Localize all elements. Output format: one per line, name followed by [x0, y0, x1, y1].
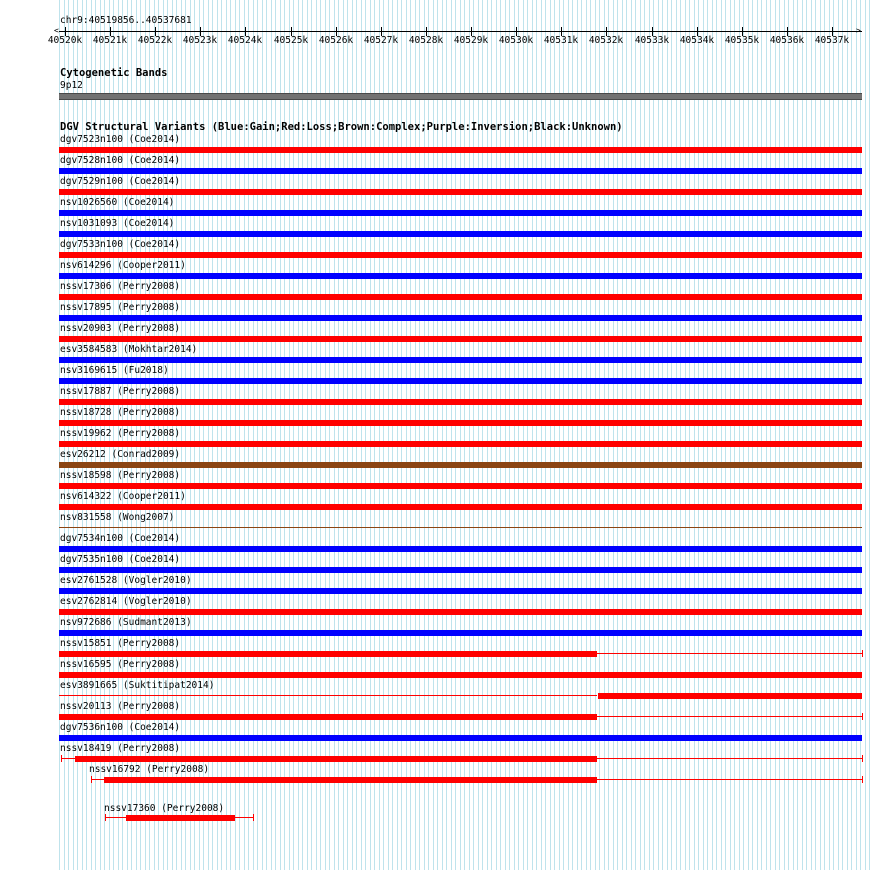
variant-label[interactable]: nsv1031093 (Coe2014) — [60, 218, 175, 229]
variant-label[interactable]: nsv614322 (Cooper2011) — [60, 491, 186, 502]
ruler-tick-label: 40531k — [543, 35, 579, 46]
variant-bar[interactable] — [598, 693, 862, 699]
variant-label[interactable]: esv3584583 (Mokhtar2014) — [60, 344, 198, 355]
variant-line[interactable] — [59, 695, 597, 696]
variant-bar[interactable] — [59, 609, 862, 615]
ruler-tick-label: 40528k — [408, 35, 444, 46]
dgv-track-title[interactable]: DGV Structural Variants (Blue:Gain;Red:Loss;Brown:Complex;Purple:Inversion;Black:Unknown) — [60, 121, 623, 133]
variant-end-cap — [862, 755, 863, 762]
variant-label[interactable]: nsv831558 (Wong2007) — [60, 512, 175, 523]
variant-bar[interactable] — [59, 504, 862, 510]
variant-bar[interactable] — [59, 273, 862, 279]
ruler-tick-label: 40522k — [137, 35, 173, 46]
variant-label[interactable]: dgv7536n100 (Coe2014) — [60, 722, 181, 733]
variant-line[interactable] — [61, 758, 75, 759]
variant-bar[interactable] — [75, 756, 597, 762]
variant-bar[interactable] — [59, 630, 862, 636]
variant-label[interactable]: nssv18598 (Perry2008) — [60, 470, 181, 481]
variant-label[interactable]: dgv7528n100 (Coe2014) — [60, 155, 181, 166]
ruler-tick-label: 40526k — [318, 35, 354, 46]
ruler-tick-label: 40529k — [453, 35, 489, 46]
variant-bar[interactable] — [59, 189, 862, 195]
variant-label[interactable]: dgv7523n100 (Coe2014) — [60, 134, 181, 145]
variant-line[interactable] — [597, 779, 862, 780]
ruler-left-arrow: < — [54, 26, 59, 35]
ruler-tick-label: 40534k — [679, 35, 715, 46]
variant-bar[interactable] — [59, 483, 862, 489]
ruler-tick-label: 40521k — [92, 35, 128, 46]
variant-label[interactable]: esv2762814 (Vogler2010) — [60, 596, 192, 607]
variant-bar[interactable] — [59, 714, 597, 720]
variant-end-cap — [253, 814, 254, 821]
variant-label[interactable]: nssv18728 (Perry2008) — [60, 407, 181, 418]
variant-end-cap — [862, 776, 863, 783]
cytoband-track-title[interactable]: Cytogenetic Bands — [60, 67, 168, 79]
ruler-tick-label: 40530k — [498, 35, 534, 46]
variant-line[interactable] — [105, 817, 126, 818]
variant-label[interactable]: nssv17306 (Perry2008) — [60, 281, 181, 292]
variant-bar[interactable] — [59, 441, 862, 447]
variant-bar[interactable] — [59, 336, 862, 342]
ruler-right-arrow: > — [856, 26, 861, 35]
ruler-tick-label: 40537k — [814, 35, 850, 46]
variant-bar[interactable] — [59, 420, 862, 426]
variant-bar[interactable] — [59, 546, 862, 552]
variant-end-cap — [862, 650, 863, 657]
variant-bar[interactable] — [104, 777, 597, 783]
variant-label[interactable]: dgv7533n100 (Coe2014) — [60, 239, 181, 250]
variant-label[interactable]: nssv16792 (Perry2008) — [89, 764, 210, 775]
variant-end-cap — [862, 713, 863, 720]
variant-bar[interactable] — [59, 252, 862, 258]
variant-bar[interactable] — [59, 399, 862, 405]
ruler-tick-label: 40533k — [634, 35, 670, 46]
variant-label[interactable]: nssv19962 (Perry2008) — [60, 428, 181, 439]
variant-bar[interactable] — [59, 651, 597, 657]
cytoband-name: 9p12 — [60, 80, 83, 91]
variant-bar[interactable] — [59, 672, 862, 678]
variant-label[interactable]: esv2761528 (Vogler2010) — [60, 575, 192, 586]
ruler-tick-label: 40525k — [273, 35, 309, 46]
variant-label[interactable]: esv3891665 (Suktitipat2014) — [60, 680, 215, 691]
variant-line[interactable] — [59, 527, 862, 528]
variant-bar[interactable] — [59, 357, 862, 363]
ruler-tick-label: 40527k — [363, 35, 399, 46]
variant-label[interactable]: nssv15851 (Perry2008) — [60, 638, 181, 649]
variant-label[interactable]: nssv17887 (Perry2008) — [60, 386, 181, 397]
variant-label[interactable]: nssv17895 (Perry2008) — [60, 302, 181, 313]
ruler-tick-label: 40536k — [769, 35, 805, 46]
ruler-tick-label: 40535k — [724, 35, 760, 46]
grid-line — [869, 0, 870, 870]
variant-label[interactable]: dgv7535n100 (Coe2014) — [60, 554, 181, 565]
grid-line — [865, 0, 866, 870]
variant-label[interactable]: nsv972686 (Sudmant2013) — [60, 617, 192, 628]
variant-line[interactable] — [235, 817, 253, 818]
variant-bar[interactable] — [59, 294, 862, 300]
variant-bar[interactable] — [59, 588, 862, 594]
variant-bar[interactable] — [59, 147, 862, 153]
variant-bar[interactable] — [59, 462, 862, 468]
variant-label[interactable]: esv26212 (Conrad2009) — [60, 449, 181, 460]
variant-line[interactable] — [597, 716, 862, 717]
variant-bar[interactable] — [59, 210, 862, 216]
variant-label[interactable]: nssv20903 (Perry2008) — [60, 323, 181, 334]
variant-label[interactable]: nsv1026560 (Coe2014) — [60, 197, 175, 208]
ruler-tick-label: 40523k — [182, 35, 218, 46]
variant-bar[interactable] — [59, 567, 862, 573]
variant-label[interactable]: nssv18419 (Perry2008) — [60, 743, 181, 754]
variant-label[interactable]: nsv3169615 (Fu2018) — [60, 365, 169, 376]
ruler-tick-label: 40532k — [588, 35, 624, 46]
variant-line[interactable] — [91, 779, 104, 780]
variant-label[interactable]: nssv16595 (Perry2008) — [60, 659, 181, 670]
variant-label[interactable]: nssv17360 (Perry2008) — [104, 803, 225, 814]
variant-label[interactable]: dgv7534n100 (Coe2014) — [60, 533, 181, 544]
variant-bar[interactable] — [59, 168, 862, 174]
variant-bar[interactable] — [126, 815, 235, 821]
ruler-tick-label: 40524k — [227, 35, 263, 46]
position-label: chr9:40519856..40537681 — [60, 15, 192, 26]
variant-label[interactable]: nssv20113 (Perry2008) — [60, 701, 181, 712]
variant-bar[interactable] — [59, 378, 862, 384]
variant-line[interactable] — [597, 653, 862, 654]
cytoband-9p12[interactable] — [59, 93, 862, 100]
variant-label[interactable]: nsv614296 (Cooper2011) — [60, 260, 186, 271]
variant-bar[interactable] — [59, 315, 862, 321]
variant-bar[interactable] — [59, 231, 862, 237]
variant-bar[interactable] — [59, 735, 862, 741]
variant-line[interactable] — [597, 758, 862, 759]
ruler-tick-label: 40520k — [47, 35, 83, 46]
variant-label[interactable]: dgv7529n100 (Coe2014) — [60, 176, 181, 187]
